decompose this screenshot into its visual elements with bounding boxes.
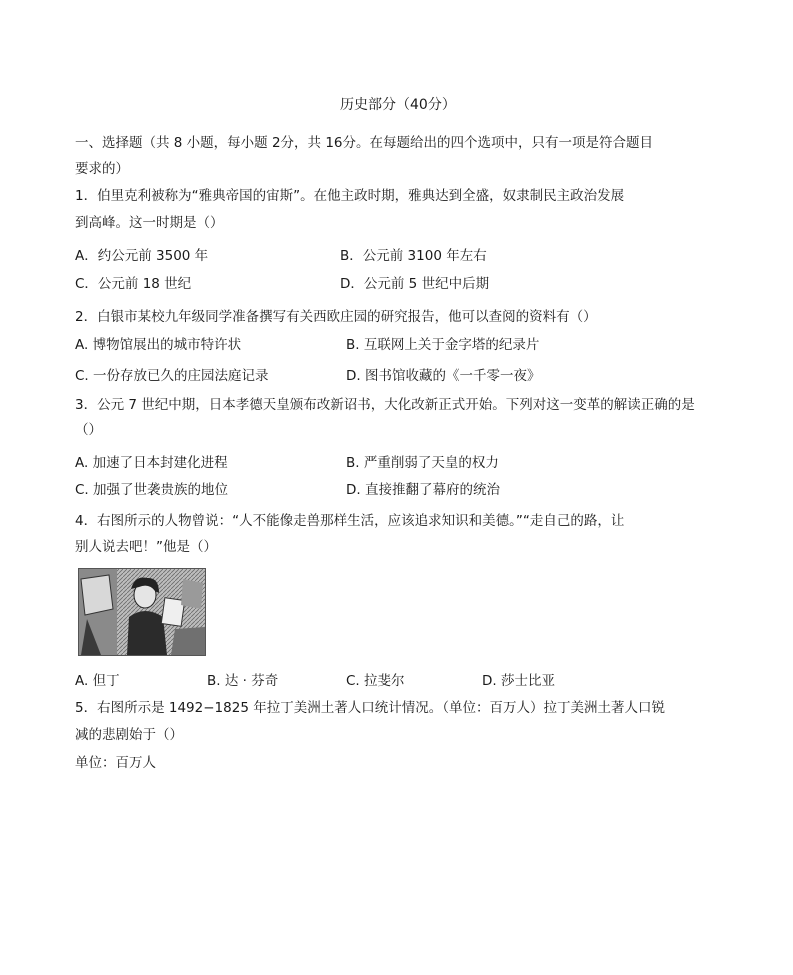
question-4-stem: 4．右图所示的人物曾说：“人不能像走兽那样生活，应该追求知识和美德。”“走自己的路，让 (75, 513, 625, 529)
historical-portrait-image (78, 568, 206, 656)
q2-option-b: B. 互联网上关于金字塔的纪录片 (346, 337, 540, 353)
q1-option-a: A．约公元前 3500 年 (75, 248, 209, 264)
q3-option-d: D. 直接推翻了幕府的统治 (346, 482, 500, 498)
q3-option-c: C. 加强了世袭贵族的地位 (75, 482, 229, 498)
section-instructions: 一、选择题（共 8 小题，每小题 2分，共 16分。在每题给出的四个选项中，只有一项是符合题目 (75, 135, 654, 151)
q3-option-a: A. 加速了日本封建化进程 (75, 455, 228, 471)
q4-option-b: B. 达 · 芬奇 (207, 673, 279, 689)
q1-option-c: C．公元前 18 世纪 (75, 276, 192, 292)
question-5-stem-cont: 减的悲剧始于（） (75, 727, 183, 743)
q4-option-d: D. 莎士比亚 (482, 673, 555, 689)
q1-option-d: D．公元前 5 世纪中后期 (340, 276, 490, 292)
q3-option-b: B. 严重削弱了天皇的权力 (346, 455, 499, 471)
page-title: 历史部分（40分） (340, 97, 456, 113)
q4-option-c: C. 拉斐尔 (346, 673, 405, 689)
question-1-stem: 1．伯里克利被称为“雅典帝国的宙斯”。在他主政时期，雅典达到全盛，奴隶制民主政治发展 (75, 188, 625, 204)
question-5-stem: 5．右图所示是 1492−1825 年拉丁美洲土著人口统计情况。（单位：百万人）拉丁美洲土著人口锐 (75, 700, 665, 716)
q2-option-a: A. 博物馆展出的城市特许状 (75, 337, 242, 353)
chart-unit-label: 单位：百万人 (75, 755, 156, 771)
q2-option-c: C. 一份存放已久的庄园法庭记录 (75, 368, 269, 384)
q2-option-d: D. 图书馆收藏的《一千零一夜》 (346, 368, 541, 384)
question-3-stem: 3．公元 7 世纪中期，日本孝德天皇颁布改新诏书，大化改新正式开始。下列对这一变革的解读正确的是 (75, 397, 695, 413)
question-1-stem-cont: 到高峰。这一时期是（） (75, 215, 224, 231)
question-3-stem-cont: （） (75, 422, 102, 438)
q4-option-a: A. 但丁 (75, 673, 120, 689)
section-instructions-cont: 要求的） (75, 161, 129, 177)
q1-option-b: B．公元前 3100 年左右 (340, 248, 487, 264)
question-2-stem: 2．白银市某校九年级同学准备撰写有关西欧庄园的研究报告，他可以查阅的资料有（） (75, 309, 597, 325)
question-4-stem-cont: 别人说去吧！”他是（） (75, 539, 217, 555)
